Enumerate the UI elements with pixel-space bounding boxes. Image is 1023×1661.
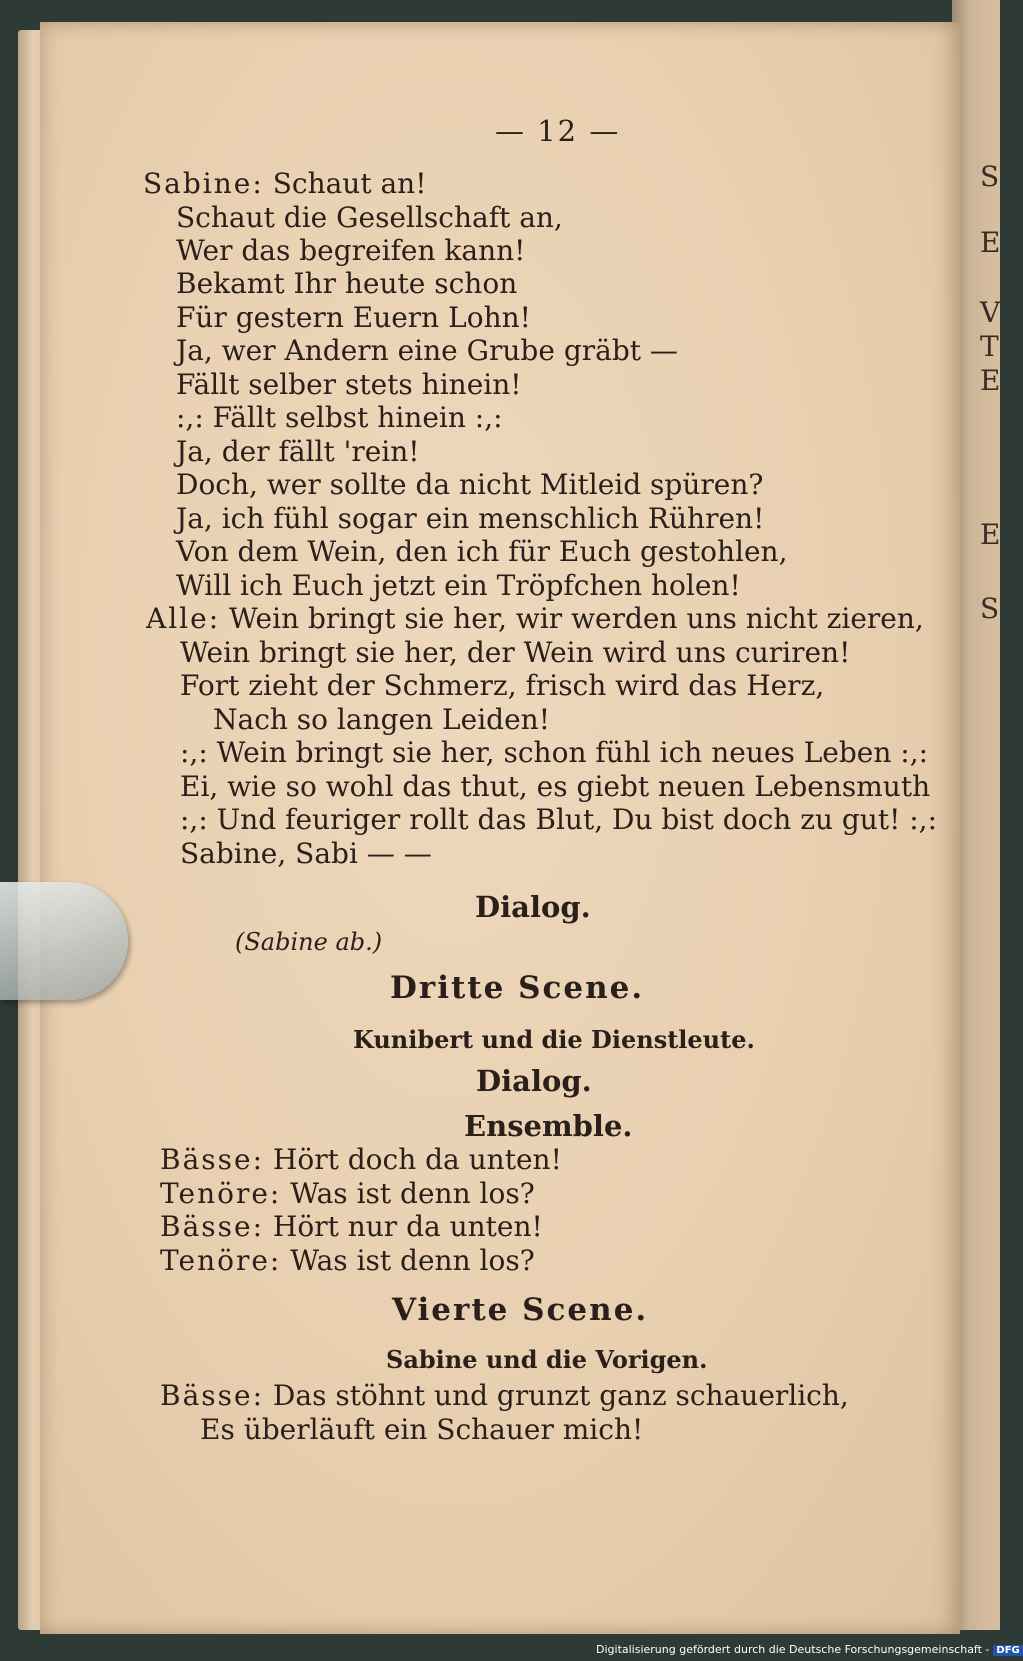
verse-text: Was ist denn los? — [290, 1244, 535, 1277]
verse-line: Ja, ich fühl sogar ein menschlich Rühren! — [176, 502, 765, 535]
verse-line: :,: Und feuriger rollt das Blut, Du bist doch zu gut! :,: — [180, 803, 938, 836]
verse-line: Es überläuft ein Schauer mich! — [200, 1413, 644, 1446]
speaker-label: Bässe: — [160, 1210, 265, 1243]
verse-line — [160, 1144, 562, 1176]
verse-line: :,: Fällt selbst hinein :,: — [176, 401, 503, 434]
next-page-letter: S — [980, 592, 1000, 625]
page-number: — 12 — — [495, 114, 621, 148]
verse-line: Wer das begreifen kann! — [176, 234, 526, 267]
verse-line — [160, 1211, 543, 1243]
page-clip — [0, 882, 128, 1000]
footer-credit — [596, 1643, 1023, 1656]
verse-text: Hört nur da unten! — [272, 1210, 543, 1243]
stage-direction: (Sabine ab.) — [235, 928, 383, 956]
verse-text: Hört doch da unten! — [272, 1143, 562, 1176]
verse-line: Fort zieht der Schmerz, frisch wird das Herz, — [180, 669, 825, 702]
scene-characters: Sabine und die Vorigen. — [386, 1345, 708, 1374]
speaker-label: Sabine: — [143, 167, 264, 200]
next-page-letter: V — [980, 296, 1001, 329]
scene-title: Dritte Scene. — [390, 970, 645, 1006]
verse-line: Für gestern Euern Lohn! — [176, 301, 531, 334]
speaker-label: Tenöre: — [160, 1177, 282, 1210]
verse-line: Schaut die Gesellschaft an, — [176, 201, 563, 234]
verse-text: Das stöhnt und grunzt ganz schauerlich, — [272, 1379, 849, 1412]
speaker-label: Alle: — [146, 602, 221, 635]
verse-text: Schaut an! — [272, 167, 427, 200]
ensemble-heading: Ensemble. — [464, 1109, 633, 1143]
book-page — [40, 22, 960, 1634]
verse-line: Ei, wie so wohl das thut, es giebt neuen Lebensmuth — [180, 770, 931, 803]
dialog-heading: Dialog. — [476, 1064, 592, 1098]
verse-line — [160, 1245, 535, 1277]
next-page-letter: E — [980, 364, 1001, 397]
verse-text: Wein bringt sie her, wir werden uns nicht zieren, — [229, 602, 924, 635]
verse-line: Will ich Euch jetzt ein Tröpfchen holen! — [176, 569, 741, 602]
speaker-label: Bässe: — [160, 1143, 265, 1176]
footer-text: Digitalisierung gefördert durch die Deutsche Forschungsgemeinschaft - — [596, 1643, 990, 1656]
speaker-label: Bässe: — [160, 1379, 265, 1412]
verse-line: Ja, der fällt 'rein! — [176, 435, 420, 468]
verse-line: Sabine, Sabi — — — [180, 837, 432, 870]
scene-characters: Kunibert und die Dienstleute. — [353, 1025, 755, 1054]
verse-line: Ja, wer Andern eine Grube gräbt — — [176, 334, 678, 367]
speaker-label: Tenöre: — [160, 1244, 282, 1277]
verse-line: Von dem Wein, den ich für Euch gestohlen, — [176, 535, 788, 568]
verse-line — [160, 1178, 535, 1210]
dfg-logo: DFG — [993, 1645, 1022, 1656]
verse-line: Bekamt Ihr heute schon — [176, 267, 518, 300]
verse-line — [160, 1380, 849, 1412]
next-page-letter: E — [980, 226, 1001, 259]
verse-text: Was ist denn los? — [290, 1177, 535, 1210]
next-page-letter: T — [980, 330, 999, 363]
scene-title: Vierte Scene. — [392, 1292, 649, 1328]
verse-line — [143, 168, 426, 200]
verse-line: Wein bringt sie her, der Wein wird uns curiren! — [180, 636, 851, 669]
verse-line: Nach so langen Leiden! — [213, 703, 550, 736]
verse-line: Fällt selber stets hinein! — [176, 368, 522, 401]
next-page-letter: S — [980, 160, 1000, 193]
verse-line — [146, 603, 924, 635]
next-page-letter: E — [980, 518, 1001, 551]
verse-line: Doch, wer sollte da nicht Mitleid spüren? — [176, 468, 764, 501]
verse-line: :,: Wein bringt sie her, schon fühl ich neues Leben :,: — [180, 736, 929, 769]
dialog-heading: Dialog. — [475, 890, 591, 924]
